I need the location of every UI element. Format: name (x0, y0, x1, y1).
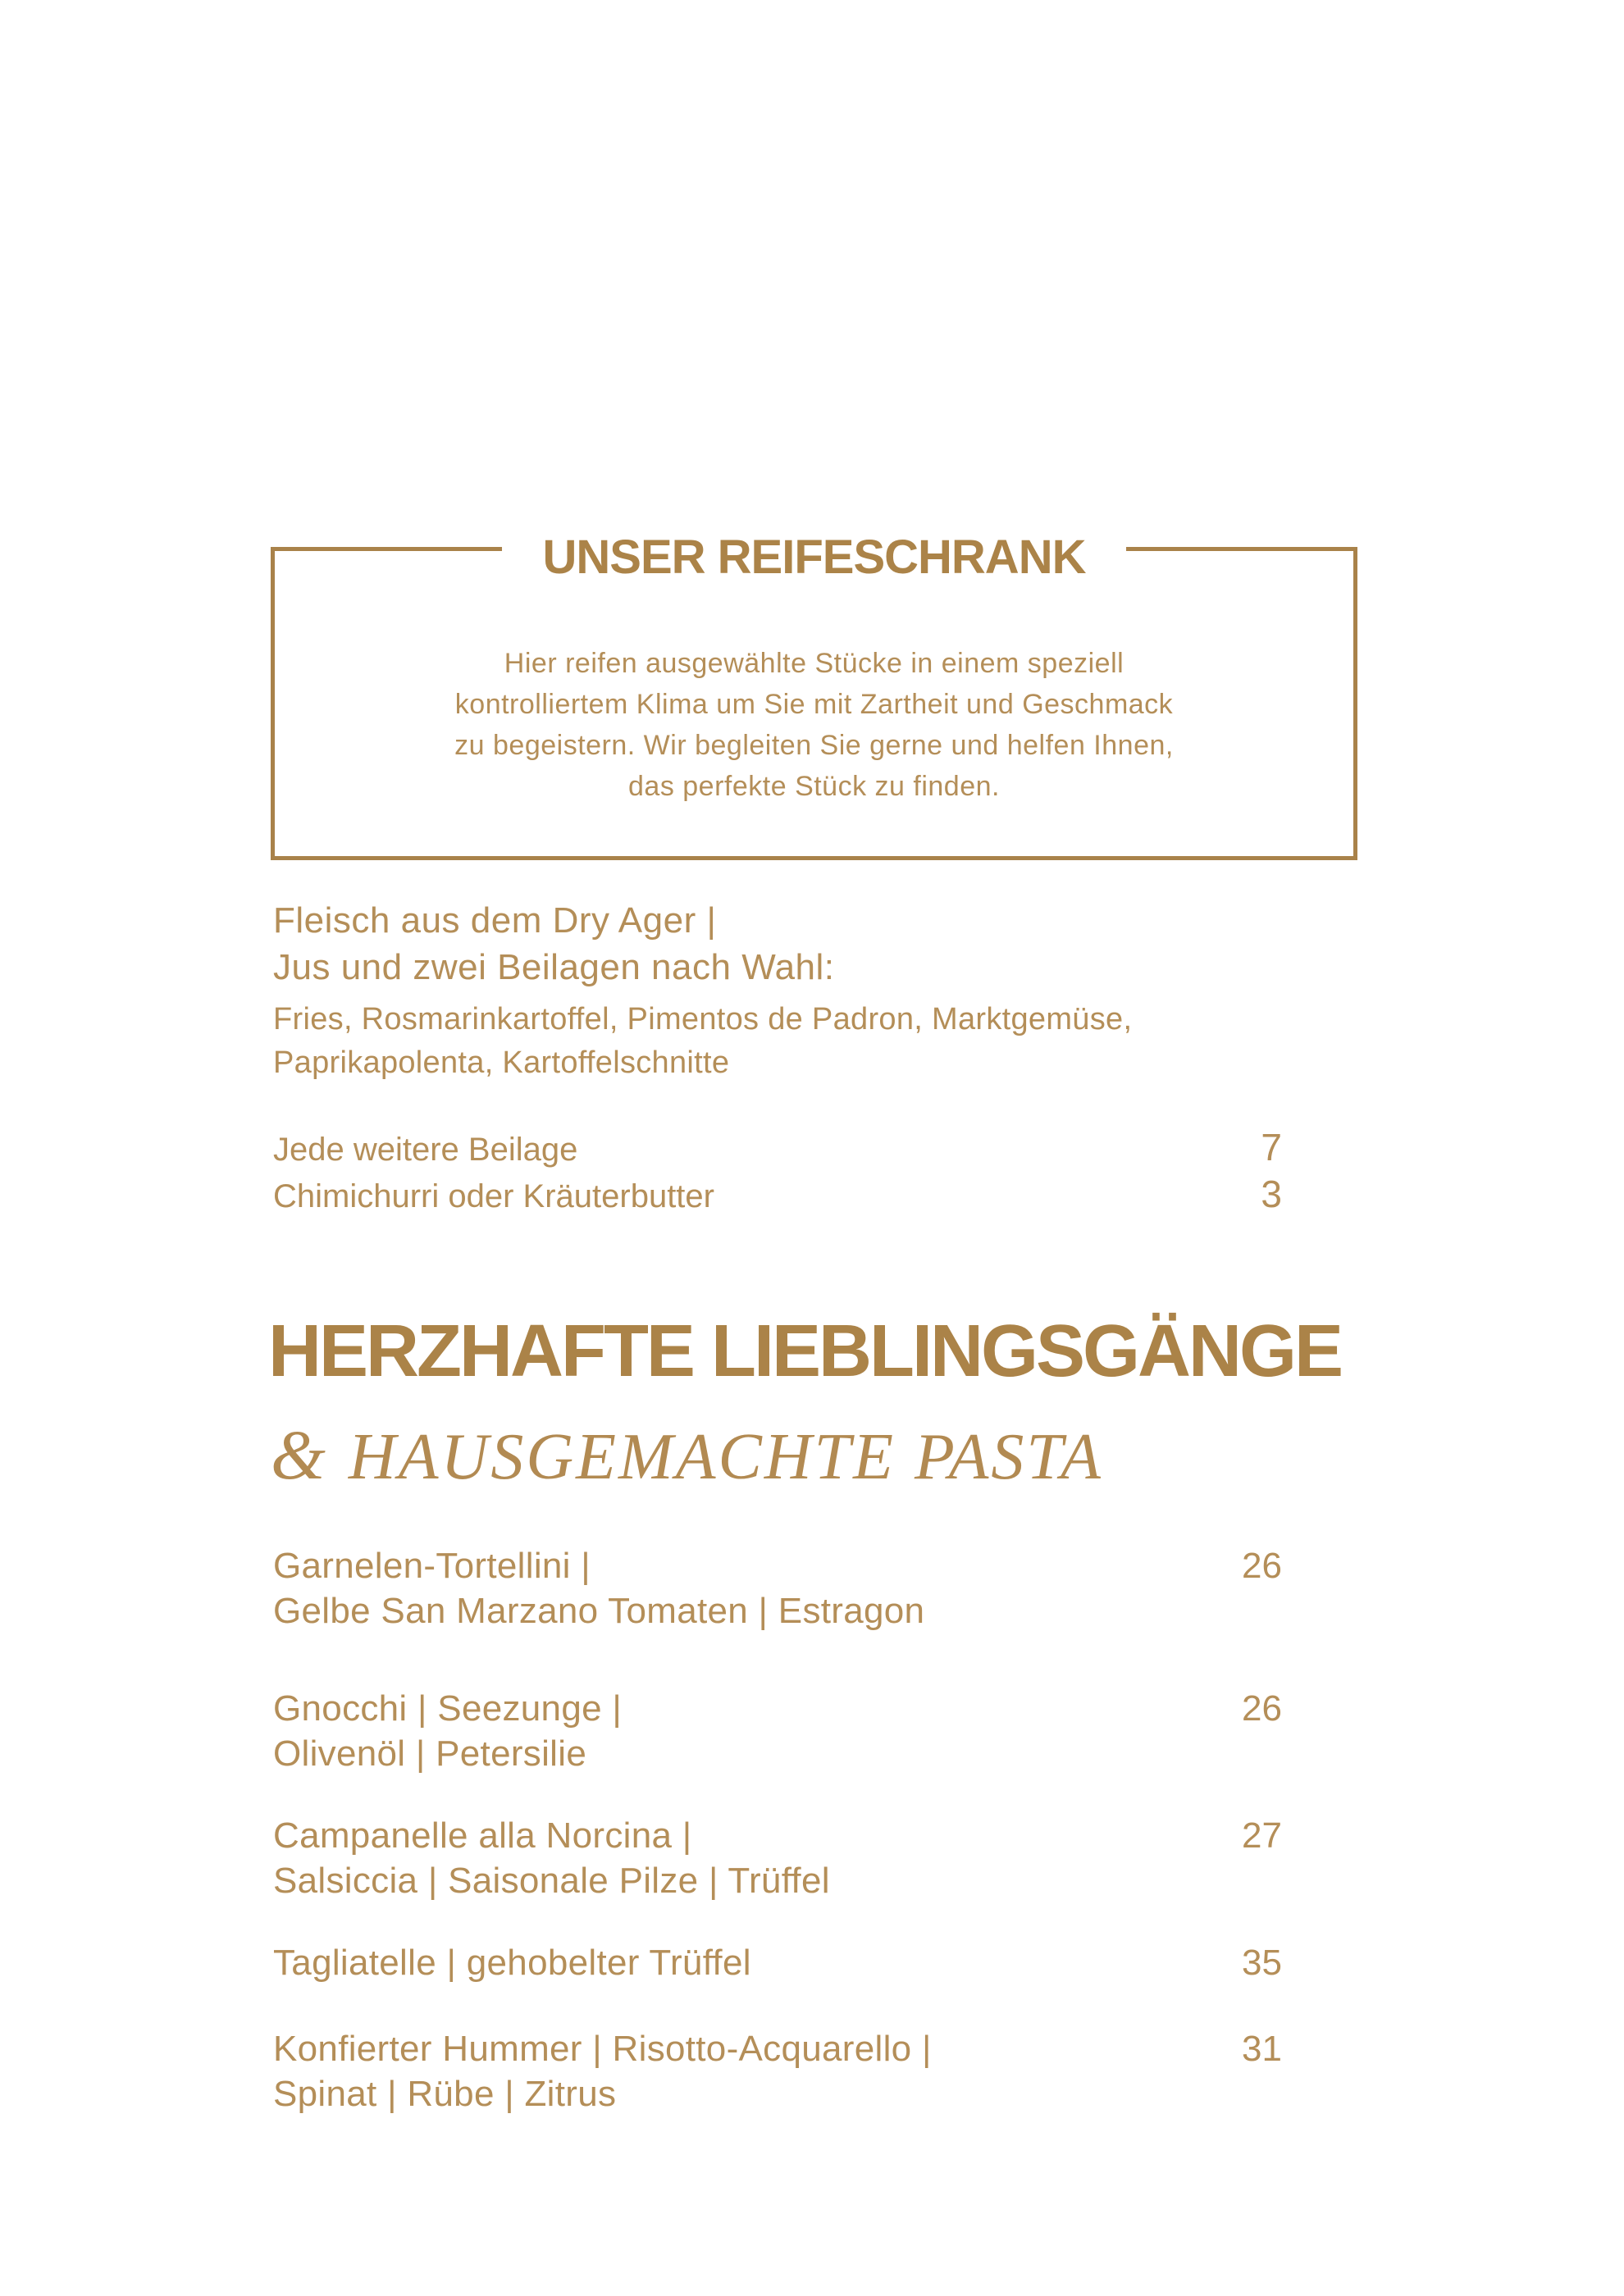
dry-ager-heading-line: Fleisch aus dem Dry Ager | (273, 900, 717, 941)
extra-label: Jede weitere Beilage (273, 1132, 578, 1168)
menu-item-name (273, 1940, 751, 1985)
menu-item-line: Gelbe San Marzano Tomaten | Estragon (273, 1591, 925, 1631)
menu-item (273, 1940, 1282, 1985)
menu-item-price: 35 (1242, 1943, 1282, 1983)
menu-item-name (273, 1686, 622, 1776)
menu-item-line: Gnocchi | Seezunge | (273, 1688, 623, 1729)
pasta-menu-list (273, 1543, 1282, 2116)
reifeschrank-box (271, 531, 1357, 860)
reifeschrank-description-line: zu begeistern. Wir begleiten Sie gerne und helfen Ihnen, (454, 730, 1174, 761)
menu-item (273, 1543, 1282, 1633)
section-title: HERZHAFTE LIEBLINGSGÄNGE (268, 1310, 1342, 1392)
dry-ager-sides-line: Paprikapolenta, Kartoffelschnitte (273, 1046, 730, 1080)
reifeschrank-description (275, 643, 1353, 807)
menu-item-name (273, 1543, 924, 1633)
menu-item-price: 31 (1242, 2029, 1282, 2069)
extra-row (273, 1172, 1282, 1219)
ampersand-glyph: & (271, 1415, 326, 1494)
menu-item-line: Spinat | Rübe | Zitrus (273, 2074, 617, 2114)
menu-item-line: Campanelle alla Norcina | (273, 1815, 692, 1856)
dry-ager-sides-list (273, 998, 1331, 1085)
reifeschrank-description-line: Hier reifen ausgewählte Stücke in einem speziell (504, 648, 1124, 679)
menu-item-price: 26 (1242, 1688, 1282, 1729)
menu-item-name (273, 2026, 932, 2116)
menu-item-line: Konfierter Hummer | Risotto-Acquarello | (273, 2029, 932, 2069)
menu-item-price: 27 (1242, 1815, 1282, 1856)
reifeschrank-description-line: kontrolliertem Klima um Sie mit Zartheit und Geschmack (454, 689, 1174, 720)
extras-section (273, 1125, 1282, 1219)
menu-item (273, 1813, 1282, 1903)
reifeschrank-description-line: das perfekte Stück zu finden. (628, 771, 1000, 802)
dry-ager-section (273, 897, 1331, 1085)
extra-row (273, 1125, 1282, 1172)
dry-ager-heading-line: Jus und zwei Beilagen nach Wahl: (273, 947, 835, 987)
menu-item-line: Garnelen-Tortellini | (273, 1546, 591, 1586)
dry-ager-heading (273, 897, 1331, 991)
reifeschrank-title: UNSER REIFESCHRANK (502, 531, 1127, 584)
extra-price: 7 (1261, 1126, 1282, 1168)
section-subtitle (271, 1415, 1103, 1496)
menu-item (273, 2026, 1282, 2116)
extra-price: 3 (1261, 1173, 1282, 1215)
section-subtitle-text: HAUSGEMACHTE PASTA (348, 1421, 1103, 1493)
extra-label: Chimichurri oder Kräuterbutter (273, 1178, 714, 1214)
menu-item-line: Salsiccia | Saisonale Pilze | Trüffel (273, 1861, 830, 1901)
menu-item-line: Tagliatelle | gehobelter Trüffel (273, 1943, 751, 1983)
menu-item-line: Olivenöl | Petersilie (273, 1733, 587, 1774)
dry-ager-sides-line: Fries, Rosmarinkartoffel, Pimentos de Padron, Marktgemüse, (273, 1002, 1133, 1036)
menu-item (273, 1686, 1282, 1776)
menu-item-name (273, 1813, 830, 1903)
menu-item-price: 26 (1242, 1546, 1282, 1586)
